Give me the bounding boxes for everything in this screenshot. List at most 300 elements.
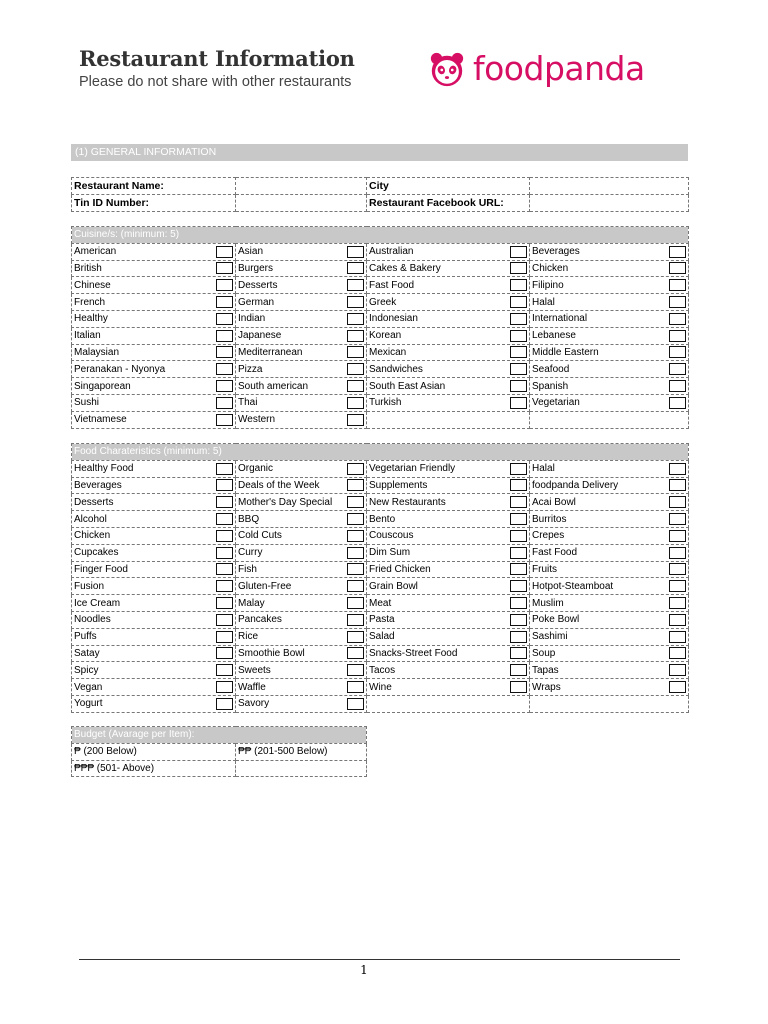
food-characteristic-option-checkbox[interactable]: [216, 614, 233, 626]
food-characteristic-option-label: Curry: [238, 547, 263, 559]
cuisine-option-cell: [530, 411, 689, 428]
food-characteristic-option-checkbox[interactable]: [347, 647, 364, 659]
food-characteristic-option-row: [72, 460, 689, 477]
page-number: 1: [360, 963, 368, 977]
cuisine-option-label: Malaysian: [74, 346, 120, 358]
food-characteristic-option-checkbox[interactable]: [347, 463, 364, 475]
cuisine-option-cell: [72, 394, 236, 411]
cuisine-option-cell: [236, 277, 367, 294]
budget-option[interactable]: ₱₱₱ (501- Above): [72, 760, 236, 777]
foodpanda-logo: [428, 50, 645, 88]
cuisine-header: Cuisine/s: (minimum: 5): [72, 227, 689, 244]
cuisine-option-checkbox[interactable]: [669, 262, 686, 274]
food-characteristic-option-label: Chicken: [74, 530, 111, 542]
food-characteristic-option-checkbox[interactable]: [510, 513, 527, 525]
food-characteristic-option-cell: [72, 628, 236, 645]
food-characteristic-option-checkbox[interactable]: [216, 664, 233, 676]
food-characteristic-option-label: Savory: [238, 698, 270, 710]
city-field[interactable]: [530, 178, 689, 195]
cuisine-option-label: South East Asian: [369, 380, 446, 392]
food-characteristic-option-checkbox[interactable]: [347, 479, 364, 491]
food-characteristic-option-label: Crepes: [532, 530, 565, 542]
cuisine-option-label: Vietnamese: [74, 414, 127, 426]
food-characteristic-option-checkbox[interactable]: [216, 647, 233, 659]
food-characteristic-option-row: [72, 477, 689, 494]
food-characteristic-option-cell: [367, 628, 530, 645]
food-characteristic-option-cell: [236, 527, 367, 544]
restaurant-name-label: Restaurant Name:: [72, 178, 236, 195]
footer-divider: [79, 959, 680, 960]
cuisine-option-checkbox[interactable]: [669, 380, 686, 392]
food-characteristic-option-cell: [367, 544, 530, 561]
food-characteristic-option-label: Gluten-Free: [238, 580, 292, 592]
food-characteristic-option-label: Halal: [532, 463, 555, 475]
cuisine-option-label: Western: [238, 414, 276, 426]
food-characteristic-option-checkbox[interactable]: [669, 681, 686, 693]
cuisine-option-label: French: [74, 296, 106, 308]
cuisine-option-cell: [367, 411, 530, 428]
food-characteristic-option-checkbox[interactable]: [669, 580, 686, 592]
food-characteristic-option-cell: [72, 662, 236, 679]
food-characteristic-option-label: Tapas: [532, 664, 559, 676]
food-characteristic-option-checkbox[interactable]: [510, 597, 527, 609]
cuisine-option-label: Chicken: [532, 262, 569, 274]
cuisine-option-label: Vegetarian: [532, 397, 580, 409]
food-characteristic-option-row: [72, 628, 689, 645]
food-characteristic-option-cell: [72, 494, 236, 511]
cuisine-option-cell: [530, 394, 689, 411]
cuisine-option-cell: [530, 310, 689, 327]
cuisine-option-checkbox[interactable]: [216, 414, 233, 426]
food-characteristic-option-checkbox[interactable]: [347, 496, 364, 508]
cuisine-option-cell: [236, 294, 367, 311]
cuisine-option-checkbox[interactable]: [347, 414, 364, 426]
food-characteristic-option-checkbox[interactable]: [347, 614, 364, 626]
food-characteristic-option-label: Fast Food: [532, 547, 578, 559]
cuisine-option-checkbox[interactable]: [510, 330, 527, 342]
food-characteristic-option-checkbox[interactable]: [669, 547, 686, 559]
city-label: City: [367, 178, 530, 195]
food-characteristic-option-checkbox[interactable]: [347, 530, 364, 542]
food-characteristic-option-label: Puffs: [74, 631, 97, 643]
cuisine-option-cell: [530, 361, 689, 378]
cuisine-option-label: Indian: [238, 313, 266, 325]
cuisine-option-checkbox[interactable]: [669, 246, 686, 258]
food-characteristic-option-checkbox[interactable]: [347, 698, 364, 710]
food-characteristic-option-cell: [530, 595, 689, 612]
food-characteristic-option-label: Hotpot-Steamboat: [532, 580, 614, 592]
cuisine-option-checkbox[interactable]: [216, 397, 233, 409]
food-characteristic-option-checkbox[interactable]: [347, 580, 364, 592]
food-characteristic-option-row: [72, 679, 689, 696]
cuisine-option-cell: [530, 344, 689, 361]
food-characteristic-option-checkbox[interactable]: [510, 614, 527, 626]
food-characteristic-option-label: Waffle: [238, 681, 266, 693]
cuisine-option-row: [72, 411, 689, 428]
food-characteristic-option-checkbox[interactable]: [510, 681, 527, 693]
cuisine-option-cell: [530, 260, 689, 277]
food-characteristic-option-label: Beverages: [74, 479, 122, 491]
food-characteristic-option-label: Smoothie Bowl: [238, 647, 305, 659]
cuisine-option-checkbox[interactable]: [216, 262, 233, 274]
food-characteristic-option-checkbox[interactable]: [216, 547, 233, 559]
cuisine-option-cell: [72, 411, 236, 428]
food-characteristic-option-row: [72, 595, 689, 612]
cuisine-option-checkbox[interactable]: [216, 330, 233, 342]
food-characteristic-option-label: Sashimi: [532, 631, 568, 643]
food-characteristic-option-label: New Restaurants: [369, 496, 446, 508]
cuisine-option-label: Singaporean: [74, 380, 131, 392]
food-characteristic-option-cell: [72, 477, 236, 494]
cuisine-option-label: Australian: [369, 246, 414, 258]
food-characteristic-option-checkbox[interactable]: [347, 547, 364, 559]
restaurant-name-field[interactable]: [236, 178, 367, 195]
cuisine-option-checkbox[interactable]: [347, 363, 364, 375]
food-characteristic-option-checkbox[interactable]: [216, 681, 233, 693]
food-characteristic-option-label: Wraps: [532, 681, 561, 693]
cuisine-option-label: Turkish: [369, 397, 402, 409]
cuisine-option-cell: [530, 243, 689, 260]
food-characteristic-option-cell: [72, 527, 236, 544]
cuisine-option-cell: [367, 327, 530, 344]
food-characteristic-option-label: Spicy: [74, 664, 99, 676]
food-characteristic-option-label: Satay: [74, 647, 100, 659]
food-characteristic-option-checkbox[interactable]: [216, 479, 233, 491]
cuisine-option-checkbox[interactable]: [669, 330, 686, 342]
cuisine-option-checkbox[interactable]: [347, 313, 364, 325]
cuisine-option-cell: [72, 327, 236, 344]
food-characteristic-option-cell: [530, 645, 689, 662]
food-characteristic-option-label: Muslim: [532, 597, 564, 609]
food-characteristic-option-cell: [530, 460, 689, 477]
food-characteristic-option-row: [72, 578, 689, 595]
food-characteristic-option-cell: [530, 679, 689, 696]
cuisine-option-checkbox[interactable]: [347, 279, 364, 291]
food-characteristic-option-label: Deals of the Week: [238, 479, 320, 491]
cuisine-option-checkbox[interactable]: [669, 296, 686, 308]
cuisine-option-cell: [367, 310, 530, 327]
cuisine-option-checkbox[interactable]: [347, 380, 364, 392]
cuisine-option-label: Pizza: [238, 363, 263, 375]
cuisine-option-checkbox[interactable]: [347, 397, 364, 409]
food-characteristic-option-cell: [72, 695, 236, 712]
food-characteristic-option-checkbox[interactable]: [216, 597, 233, 609]
food-characteristic-option-checkbox[interactable]: [510, 479, 527, 491]
food-characteristic-option-label: Wine: [369, 681, 392, 693]
food-characteristic-option-checkbox[interactable]: [669, 647, 686, 659]
cuisine-option-checkbox[interactable]: [216, 346, 233, 358]
cuisine-option-cell: [236, 243, 367, 260]
food-characteristic-option-label: Couscous: [369, 530, 414, 542]
cuisine-option-checkbox[interactable]: [669, 363, 686, 375]
cuisine-option-label: Middle Eastern: [532, 346, 599, 358]
budget-row: [72, 760, 367, 777]
food-characteristic-option-cell: [236, 595, 367, 612]
food-characteristic-option-row: [72, 544, 689, 561]
food-characteristic-option-cell: [236, 578, 367, 595]
food-characteristic-option-checkbox[interactable]: [510, 580, 527, 592]
cuisine-option-cell: [367, 243, 530, 260]
food-characteristic-option-cell: [236, 628, 367, 645]
food-characteristic-option-label: Snacks-Street Food: [369, 647, 458, 659]
food-characteristic-option-row: [72, 494, 689, 511]
page-title: Restaurant Information: [79, 46, 355, 71]
food-characteristic-option-checkbox[interactable]: [347, 563, 364, 575]
food-characteristic-option-cell: [367, 595, 530, 612]
cuisine-option-checkbox[interactable]: [347, 330, 364, 342]
food-characteristic-option-checkbox[interactable]: [347, 631, 364, 643]
food-characteristic-option-cell: [367, 477, 530, 494]
food-characteristic-option-label: Poke Bowl: [532, 614, 580, 626]
cuisine-option-checkbox[interactable]: [510, 363, 527, 375]
cuisine-option-label: Indonesian: [369, 313, 418, 325]
cuisine-option-cell: [236, 260, 367, 277]
cuisine-option-cell: [367, 260, 530, 277]
cuisine-option-cell: [367, 344, 530, 361]
food-characteristic-option-checkbox[interactable]: [510, 463, 527, 475]
food-characteristic-option-checkbox[interactable]: [510, 563, 527, 575]
cuisine-option-cell: [530, 378, 689, 395]
cuisine-option-cell: [530, 277, 689, 294]
food-characteristic-option-checkbox[interactable]: [510, 631, 527, 643]
food-characteristic-option-checkbox[interactable]: [216, 496, 233, 508]
food-characteristic-option-checkbox[interactable]: [216, 580, 233, 592]
food-characteristic-option-label: Sweets: [238, 664, 271, 676]
food-characteristic-option-label: Salad: [369, 631, 395, 643]
food-characteristic-option-checkbox[interactable]: [510, 647, 527, 659]
cuisine-option-label: International: [532, 313, 588, 325]
general-info-table: [71, 177, 689, 212]
food-characteristic-option-row: [72, 561, 689, 578]
food-characteristic-option-label: Acai Bowl: [532, 496, 576, 508]
food-characteristic-option-checkbox[interactable]: [510, 664, 527, 676]
food-characteristic-option-checkbox[interactable]: [347, 597, 364, 609]
food-characteristic-option-cell: [367, 561, 530, 578]
food-characteristic-option-label: Ice Cream: [74, 597, 121, 609]
food-characteristic-option-label: Alcohol: [74, 513, 107, 525]
food-characteristics-header: Food Charateristics (minimum: 5): [72, 444, 689, 461]
cuisine-option-cell: [236, 310, 367, 327]
food-characteristic-option-checkbox[interactable]: [669, 463, 686, 475]
cuisine-option-label: German: [238, 296, 275, 308]
cuisine-option-label: Asian: [238, 246, 264, 258]
food-characteristic-option-cell: [530, 561, 689, 578]
food-characteristic-option-checkbox[interactable]: [347, 664, 364, 676]
budget-header: Budget (Avarage per Item):: [72, 727, 367, 744]
food-characteristic-option-label: Burritos: [532, 513, 567, 525]
food-characteristic-option-label: Vegan: [74, 681, 103, 693]
cuisine-option-label: Mediterranean: [238, 346, 303, 358]
cuisine-option-cell: [72, 260, 236, 277]
cuisine-option-checkbox[interactable]: [669, 397, 686, 409]
food-characteristic-option-cell: [530, 544, 689, 561]
cuisine-option-checkbox[interactable]: [510, 397, 527, 409]
cuisine-option-checkbox[interactable]: [669, 346, 686, 358]
food-characteristic-option-label: Vegetarian Friendly: [369, 463, 456, 475]
facebook-url-field[interactable]: [530, 195, 689, 212]
food-characteristic-option-cell: [236, 544, 367, 561]
cuisine-option-label: Burgers: [238, 262, 274, 274]
food-characteristic-option-cell: [367, 611, 530, 628]
cuisine-option-label: Desserts: [238, 279, 278, 291]
cuisine-option-checkbox[interactable]: [216, 380, 233, 392]
food-characteristic-option-checkbox[interactable]: [216, 631, 233, 643]
cuisine-option-checkbox[interactable]: [510, 262, 527, 274]
food-characteristic-option-label: BBQ: [238, 513, 260, 525]
cuisine-option-checkbox[interactable]: [510, 246, 527, 258]
food-characteristic-option-checkbox[interactable]: [669, 597, 686, 609]
food-characteristic-option-label: Mother's Day Special: [238, 496, 333, 508]
food-characteristic-option-label: Dim Sum: [369, 547, 411, 559]
food-characteristic-option-row: [72, 645, 689, 662]
cuisine-option-cell: [72, 243, 236, 260]
cuisine-option-label: Sandwiches: [369, 363, 423, 375]
cuisine-option-cell: [367, 361, 530, 378]
budget-table: [71, 726, 367, 777]
food-characteristic-option-checkbox[interactable]: [216, 530, 233, 542]
food-characteristic-option-label: Desserts: [74, 496, 114, 508]
food-characteristic-option-cell: [72, 511, 236, 528]
food-characteristic-option-checkbox[interactable]: [216, 563, 233, 575]
food-characteristic-option-label: Cold Cuts: [238, 530, 282, 542]
food-characteristic-option-row: [72, 662, 689, 679]
cuisine-option-checkbox[interactable]: [669, 313, 686, 325]
food-characteristic-option-checkbox[interactable]: [510, 496, 527, 508]
food-characteristic-option-checkbox[interactable]: [216, 698, 233, 710]
budget-option: [236, 760, 367, 777]
cuisine-option-row: [72, 378, 689, 395]
food-characteristic-option-label: Bento: [369, 513, 396, 525]
cuisine-option-row: [72, 294, 689, 311]
food-characteristic-option-cell: [367, 645, 530, 662]
cuisine-option-checkbox[interactable]: [216, 246, 233, 258]
budget-option[interactable]: ₱₱ (201-500 Below): [236, 743, 367, 760]
cuisine-option-row: [72, 243, 689, 260]
food-characteristic-option-checkbox[interactable]: [216, 463, 233, 475]
cuisine-option-row: [72, 394, 689, 411]
cuisine-option-checkbox[interactable]: [216, 363, 233, 375]
cuisine-option-checkbox[interactable]: [347, 246, 364, 258]
food-characteristic-option-checkbox[interactable]: [510, 547, 527, 559]
food-characteristic-option-cell: [367, 695, 530, 712]
cuisine-option-checkbox[interactable]: [347, 262, 364, 274]
cuisine-option-row: [72, 344, 689, 361]
food-characteristic-option-cell: [367, 679, 530, 696]
cuisine-option-label: Peranakan - Nyonya: [74, 363, 166, 375]
cuisine-option-checkbox[interactable]: [216, 313, 233, 325]
cuisine-option-checkbox[interactable]: [216, 279, 233, 291]
cuisine-option-label: British: [74, 262, 102, 274]
food-characteristic-option-label: Tacos: [369, 664, 396, 676]
budget-option[interactable]: ₱ (200 Below): [72, 743, 236, 760]
cuisine-option-checkbox[interactable]: [669, 279, 686, 291]
food-characteristic-option-label: Yogurt: [74, 698, 103, 710]
food-characteristic-option-cell: [72, 679, 236, 696]
food-characteristic-option-checkbox[interactable]: [669, 664, 686, 676]
food-characteristic-option-cell: [236, 695, 367, 712]
cuisine-option-label: Lebanese: [532, 330, 576, 342]
cuisine-option-checkbox[interactable]: [510, 346, 527, 358]
cuisine-option-label: Healthy: [74, 313, 108, 325]
cuisine-option-label: Greek: [369, 296, 397, 308]
cuisine-option-checkbox[interactable]: [510, 380, 527, 392]
cuisine-option-cell: [72, 361, 236, 378]
cuisine-option-label: Japanese: [238, 330, 282, 342]
cuisine-option-cell: [236, 378, 367, 395]
food-characteristic-option-cell: [530, 527, 689, 544]
food-characteristic-option-checkbox[interactable]: [347, 513, 364, 525]
food-characteristic-option-label: foodpanda Delivery: [532, 479, 619, 491]
food-characteristic-option-checkbox[interactable]: [216, 513, 233, 525]
food-characteristic-option-checkbox[interactable]: [669, 563, 686, 575]
food-characteristic-option-checkbox[interactable]: [669, 631, 686, 643]
food-characteristic-option-cell: [236, 460, 367, 477]
food-characteristic-option-cell: [367, 578, 530, 595]
cuisine-option-cell: [367, 394, 530, 411]
cuisine-option-checkbox[interactable]: [510, 296, 527, 308]
cuisine-option-checkbox[interactable]: [510, 279, 527, 291]
food-characteristic-option-cell: [367, 662, 530, 679]
food-characteristic-option-cell: [72, 460, 236, 477]
food-characteristic-option-checkbox[interactable]: [669, 513, 686, 525]
cuisine-option-row: [72, 361, 689, 378]
cuisine-option-cell: [72, 310, 236, 327]
food-characteristic-option-row: [72, 511, 689, 528]
food-characteristic-option-checkbox[interactable]: [510, 530, 527, 542]
food-characteristic-option-label: Fish: [238, 563, 257, 575]
food-characteristic-option-cell: [530, 628, 689, 645]
cuisine-option-label: American: [74, 246, 117, 258]
cuisine-option-cell: [530, 294, 689, 311]
cuisine-table: [71, 226, 689, 429]
food-characteristic-option-label: Pasta: [369, 614, 395, 626]
food-characteristic-option-checkbox[interactable]: [669, 479, 686, 491]
food-characteristic-option-row: [72, 695, 689, 712]
food-characteristic-option-checkbox[interactable]: [347, 681, 364, 693]
cuisine-option-checkbox[interactable]: [347, 296, 364, 308]
food-characteristic-option-cell: [236, 679, 367, 696]
cuisine-option-cell: [72, 277, 236, 294]
logo-text: foodpanda: [473, 49, 645, 88]
cuisine-option-checkbox[interactable]: [216, 296, 233, 308]
food-characteristics-table: [71, 443, 689, 713]
food-characteristic-option-cell: [530, 494, 689, 511]
facebook-url-label: Restaurant Facebook URL:: [367, 195, 530, 212]
food-characteristic-option-checkbox[interactable]: [669, 530, 686, 542]
tin-field[interactable]: [236, 195, 367, 212]
food-characteristic-option-cell: [72, 611, 236, 628]
food-characteristic-option-label: Cupcakes: [74, 547, 119, 559]
food-characteristic-option-cell: [530, 611, 689, 628]
food-characteristic-option-checkbox[interactable]: [669, 614, 686, 626]
general-info-header: (1) GENERAL INFORMATION: [71, 144, 688, 161]
food-characteristic-option-cell: [236, 511, 367, 528]
cuisine-option-checkbox[interactable]: [510, 313, 527, 325]
food-characteristic-option-checkbox[interactable]: [669, 496, 686, 508]
cuisine-option-cell: [367, 378, 530, 395]
food-characteristic-option-cell: [367, 460, 530, 477]
food-characteristic-option-label: Fusion: [74, 580, 105, 592]
food-characteristic-option-label: Pancakes: [238, 614, 282, 626]
cuisine-option-checkbox[interactable]: [347, 346, 364, 358]
cuisine-option-label: Mexican: [369, 346, 407, 358]
food-characteristic-option-label: Organic: [238, 463, 274, 475]
food-characteristic-option-label: Supplements: [369, 479, 428, 491]
budget-row: [72, 743, 367, 760]
cuisine-option-cell: [367, 294, 530, 311]
cuisine-option-label: Filipino: [532, 279, 564, 291]
cuisine-option-cell: [530, 327, 689, 344]
